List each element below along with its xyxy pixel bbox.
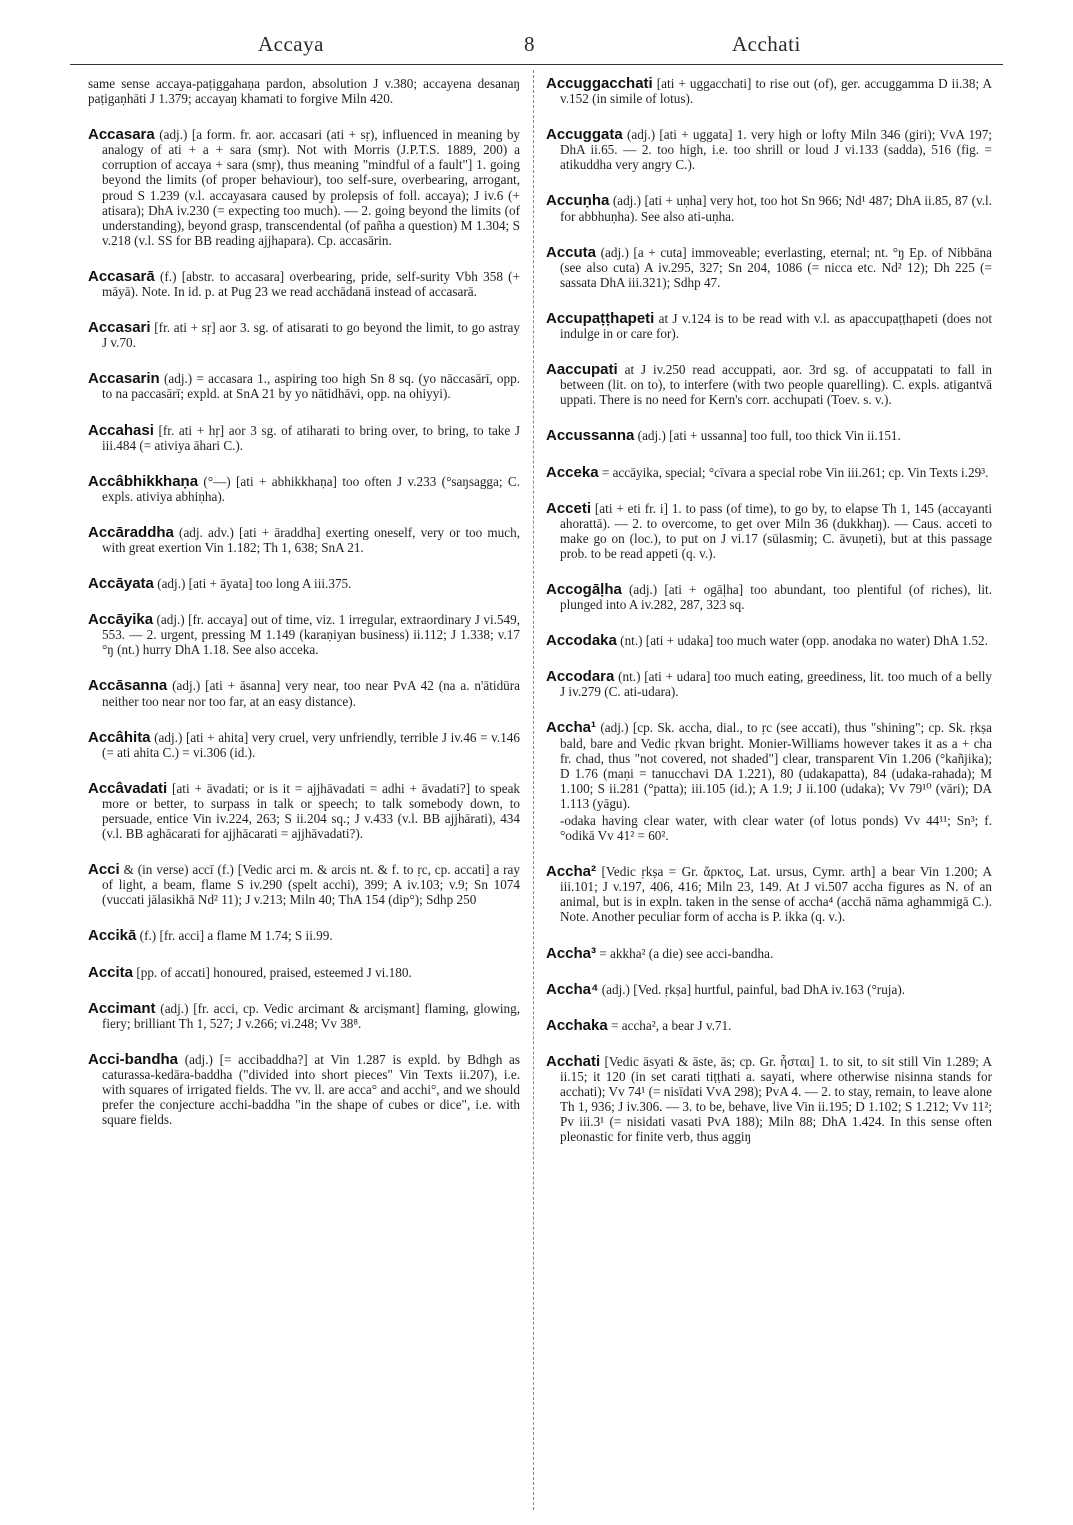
entry-definition: = akkha² (a die) see acci-bandha. [599, 945, 774, 961]
dictionary-entry [546, 127, 992, 172]
entry-definition: (adj.) [ati + ogāḷha] too abundant, too plentiful (of riches), lit. plunged into A iv.282, 287, 323 sq. [560, 581, 992, 613]
headword: Accasara [88, 126, 155, 144]
dictionary-entry [88, 612, 520, 657]
headword: Accuṇha [546, 192, 610, 210]
entry-definition: (adj.) = accasara 1., aspiring too high Sn 8 sq. (yo nāccasārī, opp. to na paccasārī; expld. at SnA 21 by yo nātidhāvi, opp. na ohiyyi). [102, 371, 521, 402]
entry-definition: at J v.124 is to be read with v.l. as apaccupaṭṭhapeti (does not indulge in or care for). [560, 310, 993, 342]
running-head-right: Acchati [732, 32, 801, 56]
entry-definition: [Vedic ṛkṣa = Gr. ἄρκτος, Lat. ursus, Cymr. arth] a bear Vin 1.200; A iii.101; J v.197, 406, 416; Miln 23, 149. At J vi.507 accha figures as N. of an animal, but is in expln. taken in the sense of accha⁴ (acchā nāma aghammigā C.). Note. Another peculiar form of accha is P. ikka (q. v.). [560, 864, 993, 925]
dictionary-entry [88, 730, 520, 760]
headword: Accâhita [88, 728, 151, 746]
dictionary-entry [88, 320, 520, 350]
dictionary-entry [546, 193, 992, 223]
headword: Acceti [546, 499, 592, 517]
dictionary-entry [88, 371, 520, 401]
dictionary-entry [546, 362, 992, 407]
dictionary-entry [546, 465, 992, 480]
entry-definition: (adj.) [ati + āsanna] very near, too near PvA 42 (na a. n'ātidūra neither too near nor too far, at an easy distance). [102, 678, 521, 709]
headword: Acceka [546, 463, 599, 481]
dictionary-entry [546, 720, 992, 843]
headword: Accuta [546, 243, 597, 261]
column-divider [533, 70, 534, 1510]
headword: Accodaka [546, 632, 617, 650]
entry-definition: (adj. adv.) [ati + āraddha] exerting oneself, very or too much, with great exertion Vin 1.182; Th 1, 638; SnA 21. [102, 524, 520, 555]
dictionary-entry [546, 428, 992, 443]
dictionary-entry [88, 965, 520, 980]
headword: Accita [88, 963, 134, 981]
entry-definition: [ati + āvadati; or is it = ajjhāvadati = adhi + āvadati?] to speak more or better, to surpass in talk or speech; to talk somebody down, to persuade, entice Vin iv.224, 263; S ii.204 sq.; J v.433 (v.l. BB ajjhārati), 434 (v.l. BB aghācarati for ajjhācarati = ajjhāvadati?). [102, 780, 521, 842]
dictionary-entry [546, 582, 992, 612]
entry-definition: (adj.) [a + cuta] immoveable; everlasting, eternal; nt. °ŋ Ep. of Nibbāna (see also cuta) A iv.295, 327; Sn 204, 1086 (= nicca etc. Nd² 12); Dh 225 (= sassata DhA iii.321); Sdhp 47. [560, 244, 992, 290]
dictionary-entry [546, 1018, 992, 1033]
dictionary-entry [88, 1052, 520, 1127]
entry-definition: [fr. ati + sṛ] aor 3. sg. of atisarati to go beyond the limit, to go astray J v.70. [102, 320, 520, 351]
headword: Acchaka [546, 1016, 608, 1034]
dictionary-entry [546, 864, 992, 924]
entry-definition: (adj.) [fr. acci, cp. Vedic arcimant & arciṣmant] flaming, glowing, fiery; brilliant Th 1, 527; J v.266; vi.248; Vv 38⁸. [102, 1000, 520, 1031]
dictionary-entry [88, 862, 520, 907]
entry-definition: (adj.) [ati + āyata] too long A iii.375. [157, 576, 352, 592]
headword: Acchati [546, 1052, 601, 1070]
entry-definition: (adj.) [Ved. ṛkṣa] hurtful, painful, bad DhA iv.163 (°ruja). [601, 981, 906, 997]
headword: Accupaṭṭhapeti [546, 309, 655, 327]
headword: Accogāḷha [546, 580, 622, 598]
headword: Accasari [88, 319, 151, 337]
headword: Accha⁴ [546, 980, 599, 998]
dictionary-entry [88, 127, 520, 248]
headword: Accha¹ [546, 719, 597, 737]
dictionary-entry [88, 269, 520, 299]
headword: Accuggata [546, 126, 623, 144]
headword: Accikā [88, 927, 137, 945]
entry-definition: (f.) [abstr. to accasara] overbearing, pride, self-surity Vbh 358 (+ māyā). Note. In id. p. at Pug 23 we read acchādanā instead of accasarā. [102, 268, 521, 300]
entry-definition: (adj.) [ati + uṇha] very hot, too hot Sn 966; Nd¹ 487; DhA ii.85, 87 (v.l. for abbhuṇha). See also ati-uṇha. [560, 193, 993, 224]
entry-definition: [Vedic āsyati & āste, ās; cp. Gr. ἧσται] 1. to sit, to sit still Vin 1.289; A ii.15; it 120 (in set carati tiṭṭhati a. sayati, where otherwise nisinna stands for acchati); Vv 74¹ (= nisīdati VvA 298); PvA 4. — 2. to stay, remain, to leave alone Th 1, 936; J iv.306. — 3. to be, behave, live Vin ii.195; D 1.102; S 1.212; Vv 11²; Pv iii.3¹ (= nisidati vasati PvA 188); Miln 88; DhA 1.424. In this sense often pleonastic for finite verb, thus aggiŋ [560, 1053, 992, 1145]
dictionary-entry [88, 423, 520, 453]
entry-definition: = accāyika, special; °cīvara a special robe Vin iii.261; cp. Vin Texts i.29³. [601, 464, 989, 480]
entry-definition: (°—) [ati + abhikkhaṇa] too often J v.233 (°saŋsagga; C. expls. ativiya abhiṇha). [102, 473, 520, 504]
running-head-left: Accaya [258, 32, 324, 56]
dictionary-entry [546, 1054, 992, 1145]
headword: Accâvadati [88, 779, 168, 797]
dictionary-entry [546, 633, 992, 648]
dictionary-entry [546, 946, 992, 961]
headword: Accāsanna [88, 677, 168, 695]
entry-definition: same sense accaya-paṭiggahaṇa pardon, absolution J v.380; accayena desanaŋ paṭigaṇhāti J 1.379; accayaŋ khamati to forgive Miln 420. [88, 76, 520, 107]
dictionary-entry [88, 928, 520, 943]
dictionary-entry [546, 311, 992, 341]
dictionary-entry [546, 245, 992, 290]
dictionary-entry [88, 678, 520, 708]
entry-definition: (adj.) [a form. fr. aor. accasari (ati + sṛ), influenced in meaning by analogy of ati + a + sara (smṛ). Not with Morris (J.P.T.S. 1889, 200) a corruption of accaya + sara (smṛ), thus meaning "mindful of a fault"] 1. going beyond the limits (of proper behaviour), too self-sure, overbearing, arrogant, proud S 1.239 (v.l. accayasara caused by prolepsis of foll. accaya); J iv.6 (+ atisara); DhA iv.230 (= expecting too much). — 2. going beyond the limits (of understanding), beyond grasp, transcendental (of pañha a question) M 1.304; S v.218 (v.l. SS for BB reading ajjhapara). Cp. accasārin. [102, 127, 521, 248]
entry-definition: at J iv.250 read accuppati, aor. 3rd sg. of accuppatati to fall in between (lit. on to), to interfere (with two people quarelling). C. expls. atigantvā uppati. There is no need for Kern's corr. acchupati (Toev. s. v.). [560, 362, 992, 408]
headword: Accāyika [88, 611, 154, 629]
entry-definition: (adj.) [ati + uggata] 1. very high or lofty Miln 346 (giri); VvA 197; DhA ii.65. — 2. too high, i.e. too shrill or loud J vi.133 (sadda), 516 (fig. = atikuddha very angry C.). [560, 127, 993, 173]
dictionary-entry [88, 781, 520, 841]
dictionary-entry [546, 76, 992, 106]
dictionary-entry [88, 576, 520, 591]
headword: Accussanna [546, 427, 635, 445]
page-number: 8 [524, 32, 535, 56]
entry-definition: (nt.) [ati + udaka] too much water (opp. anodaka no water) DhA 1.52. [620, 633, 988, 649]
entry-definition: [fr. ati + hṛ] aor 3 sg. of atiharati to bring over, to bring, to take J iii.484 (= ativiya āhari C.). [102, 422, 521, 453]
entry-definition: (adj.) [ati + ahita] very cruel, very unfriendly, terrible J iv.46 = v.146 (= ati ahita C.) = vi.306 (id.). [102, 729, 520, 760]
headword: Acci [88, 861, 120, 879]
headword: Accasarā [88, 267, 155, 285]
headword: Accha³ [546, 944, 597, 962]
headword: Acci-bandha [88, 1050, 179, 1068]
entry-definition: = accha², a bear J v.71. [611, 1017, 732, 1033]
dictionary-entry [88, 1001, 520, 1031]
left-column [88, 76, 520, 1148]
headword: Aaccupati [546, 361, 618, 379]
headword: Accahasi [88, 421, 154, 439]
headword: Accāraddha [88, 523, 174, 541]
dictionary-entry [88, 474, 520, 504]
headword: Accuggacchati [546, 75, 653, 92]
headword: Accodara [546, 668, 615, 686]
entry-definition: (adj.) [cp. Sk. accha, dial., to ṛc (see accati), thus "shining"; cp. Sk. ṛkṣa bald, bare and Vedic ṛkvan bright. Monier-Williams however takes it as a + cha fr. chad, thus "not covered, not shaded"] clear, transparent Vin 1.206 (°kañjika); D 1.76 (maṇi = tanucchavi DA 1.221), 80 (udakapatta), 84 (udaka-rahada); M 1.100; S ii.281 (°patta); iii.105 (id.); A 1.9; J ii.100 (udaka); Vv 79¹⁰ (vāri); DA 1.113 (yāgu). [560, 720, 993, 811]
entry-definition: (adj.) [ati + ussanna] too full, too thick Vin ii.151. [637, 428, 901, 444]
dictionary-entry [88, 76, 520, 106]
entry-definition: & (in verse) accī (f.) [Vedic arci m. & arcis nt. & f. to ṛc, cp. accati] a ray of light, a beam, flame S iv.290 (spelt acchi), 399; A iv.103; v.9; Sn 1074 (vuccati jālasikhā Nd² 11); J v.213; Miln 40; ThA 154 (dip°); Sdhp 250 [102, 862, 521, 908]
headword: Accasarin [88, 370, 160, 388]
headword: Accâbhikkhaṇa [88, 472, 199, 490]
entry-definition: [pp. of accati] honoured, praised, esteemed J vi.180. [136, 964, 412, 980]
entry-definition: [ati + eti fr. i] 1. to pass (of time), to go by, to elapse Th 1, 145 (accayanti ahorattā). — 2. to overcome, to get over Miln 36 (dukkhaŋ). — Caus. acceti to make go on (loc.), to put on J vi.17 (sūlasmiŋ; C. āvuṇeti), but at this passage prob. to be read appeti (q. v.). [560, 500, 993, 561]
entry-definition: (f.) [fr. acci] a flame M 1.74; S ii.99. [139, 928, 333, 944]
dictionary-entry [546, 501, 992, 561]
entry-definition: (nt.) [ati + udara] too much eating, greediness, lit. too much of a belly J iv.279 (C. ati-udara). [560, 669, 993, 700]
right-column [546, 76, 992, 1165]
entry-definition: (adj.) [fr. accaya] out of time, viz. 1 irregular, extraordinary J vi.549, 553. — 2. urgent, pressing M 1.149 (karaṇiyan business) ii.112; J 1.338; v.17 °ŋ (nt.) hurry DhA 1.18. See also acceka. [102, 612, 520, 658]
header-rule [70, 64, 1003, 65]
entry-definition: (adj.) [= accibaddha?] at Vin 1.287 is expld. by Bdhgh as caturassa-kedāra-baddha ("divided into short pieces" Vin Texts ii.207), i.e. with squares of irrigated fields. The vv. ll. are acca° and acchi°, and we should prefer the conjecture acchi-baddha "in the shape of cubes or dice", i.e. with square fields. [102, 1051, 520, 1128]
dictionary-entry [88, 525, 520, 555]
dictionary-entry [546, 982, 992, 997]
headword: Accimant [88, 999, 156, 1017]
dictionary-entry [546, 669, 992, 699]
entry-subentry: -odaka having clear water, with clear water (of lotus ponds) Vv 44¹¹; Sn³; f. °odikā Vv 41² = 60². [560, 813, 992, 844]
headword: Accāyata [88, 575, 154, 593]
entry-definition: [ati + uggacchati] to rise out (of), ger. accuggamma D ii.38; A v.152 (in simile of lotus). [560, 76, 993, 107]
headword: Accha² [546, 863, 597, 881]
